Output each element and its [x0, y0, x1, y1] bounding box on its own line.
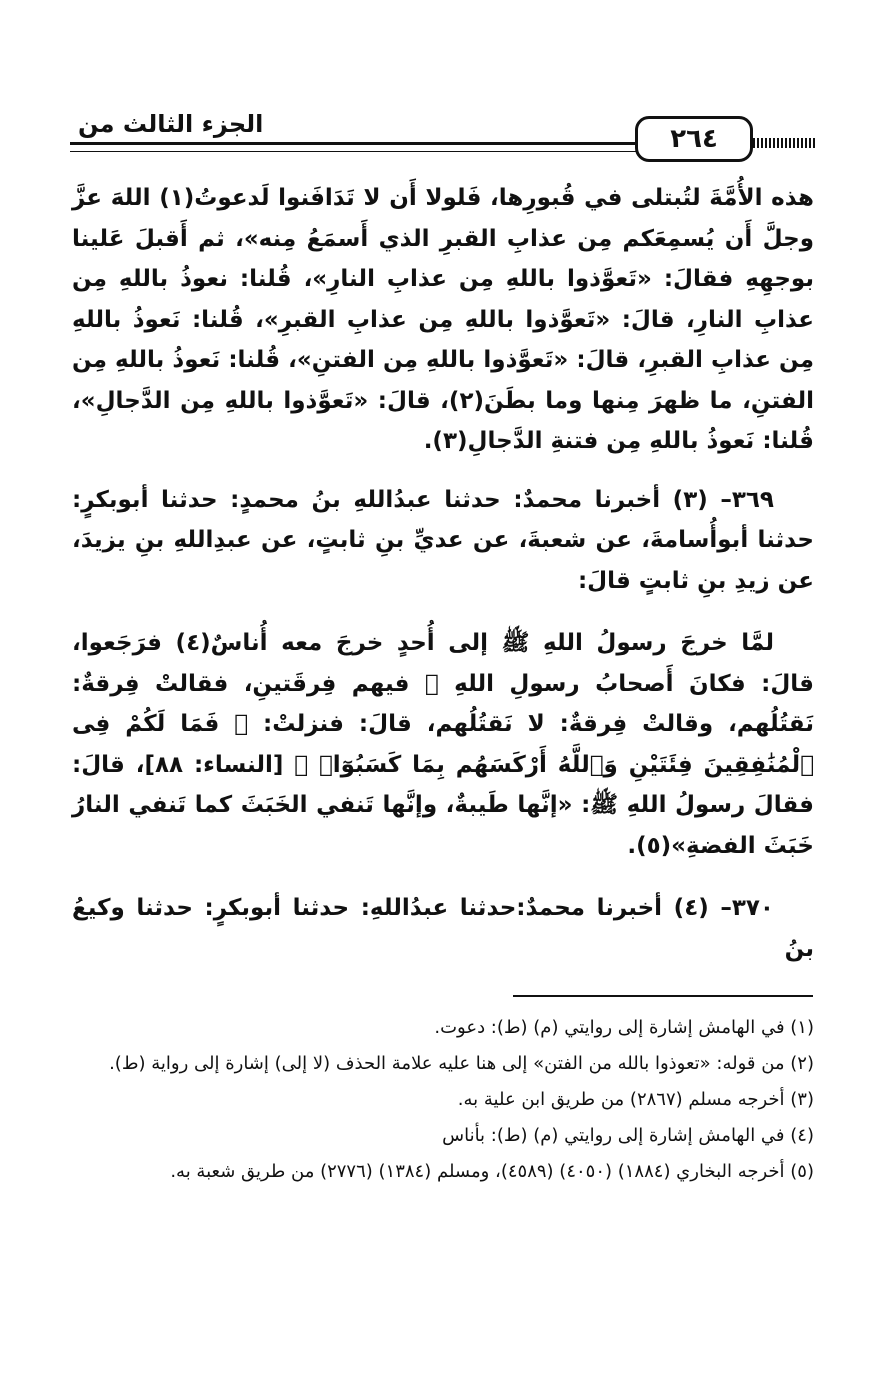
footnotes: [72, 1012, 814, 1192]
footnote-2: (٢) من قوله: «تعوذوا بالله من الفتن» إلى هنا عليه علامة الحذف (لا إلى) إشارة إلى رواية (ط).: [109, 1053, 814, 1074]
running-title: الجزء الثالث من: [78, 110, 264, 138]
footnote-divider: [513, 995, 813, 997]
footnote-1: (١) في الهامش إشارة إلى روايتي (م) (ط): دعوت.: [434, 1017, 814, 1038]
footnote-3: (٣) أخرجه مسلم (٢٨٦٧) من طريق ابن علية به.: [457, 1089, 814, 1110]
page-header: [70, 100, 815, 160]
page-number: ٢٦٤: [635, 116, 753, 162]
paragraph-4-hadith-370: ٣٧٠– (٤) أخبرنا محمدٌ:حدثنا عبدُاللهِ: حدثنا أبوبكرٍ: حدثنا وكيعُ بنُ: [72, 895, 814, 962]
paragraph-3: لمَّا خرجَ رسولُ اللهِ ﷺ إلى أُحدٍ خرجَ معه أُناسٌ(٤) فرَجَعوا، قالَ: فكانَ أَصحابُ رسولِ اللهِ ﷺ فيهم فِرقَتينِ، فقالتْ فِرقةٌ: نَقتُلُهم، وقالتْ فِرقةٌ: لا نَقتُلُهم، قالَ: فنزلتْ: ﴿ فَمَا لَكُمْ فِى ٱلْمُنَٰفِقِينَ فِئَتَيْنِ وَٱللَّهُ أَرْكَسَهُم بِمَا كَسَبُوٓا۟ ﴾ [النساء: ٨٨]، قالَ: فقالَ رسولُ اللهِ ﷺ: «إنَّها طَيبةٌ، وإنَّها تَنفي الخَبَثَ كما تَنفي النارُ خَبَثَ الفضةِ»(٥).: [72, 630, 814, 859]
paragraph-2-hadith-369: ٣٦٩– (٣) أخبرنا محمدٌ: حدثنا عبدُاللهِ بنُ محمدٍ: حدثنا أبوبكرٍ: حدثنا أبوأُسامةَ، عن شعبةَ، عن عديِّ بنِ ثابتٍ، عن عبدِاللهِ بنِ يزيدَ، عن زيدِ بنِ ثابتٍ قالَ:: [72, 486, 814, 594]
paragraph-1: هذه الأُمَّةَ لتُبتلى في قُبورِها، فَلولا أَن لا تَدَافَنوا لَدعوتُ(١) اللهَ عزَّ وجلَّ أَن يُسمِعَكم مِن عذابِ القبرِ الذي أَسمَعُ مِنه»، ثم أَقبلَ عَلينا بوجهِهِ فقالَ: «تَعوَّذوا باللهِ مِن عذابِ النارِ»، قُلنا: نعوذُ باللهِ مِن عذابِ النارِ، قالَ: «تَعوَّذوا باللهِ مِن عذابِ القبرِ»، قُلنا: نَعوذُ باللهِ مِن عذابِ القبرِ، قالَ: «تَعوَّذوا باللهِ مِن الفتنِ»، قُلنا: نَعوذُ باللهِ مِن الفتنِ، ما ظهرَ مِنها وما بطَنَ(٢)، قالَ: «تَعوَّذوا باللهِ مِن الدَّجالِ»، قُلنا: نَعوذُ باللهِ مِن فتنةِ الدَّجالِ(٣).: [72, 185, 814, 454]
header-ornament: [745, 138, 815, 148]
footnote-5: (٥) أخرجه البخاري (١٨٨٤) (٤٠٥٠) (٤٥٨٩)، ومسلم (١٣٨٤) (٢٧٧٦) من طريق شعبة به.: [170, 1161, 814, 1182]
main-text: [72, 178, 814, 991]
footnote-4: (٤) في الهامش إشارة إلى روايتي (م) (ط): بأناس: [442, 1125, 814, 1146]
